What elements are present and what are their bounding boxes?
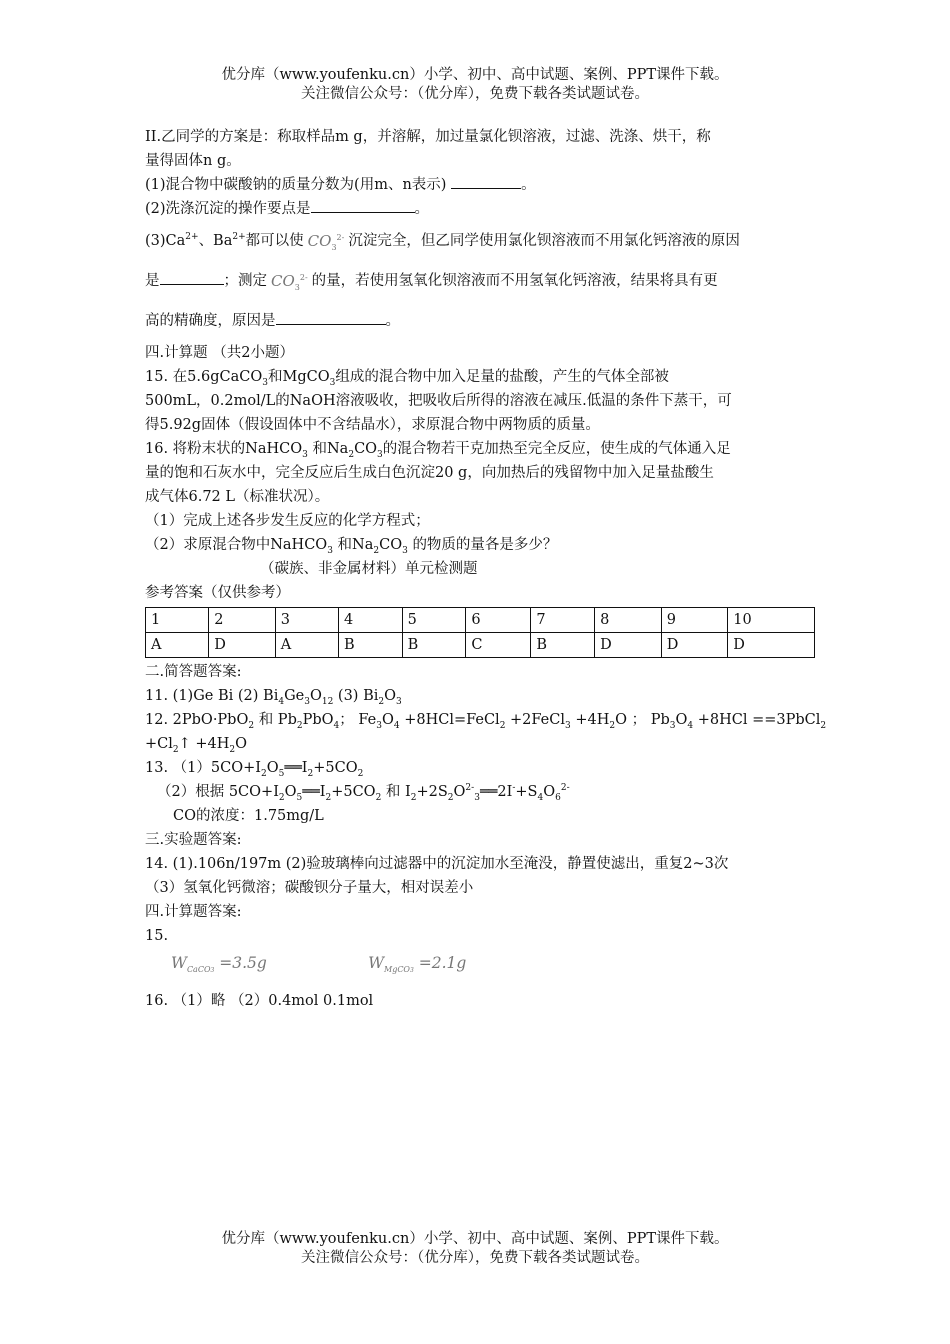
q16-2c: CO [379, 537, 403, 553]
q16-b: 和Na [312, 441, 349, 457]
a13-1d: +5CO [313, 760, 358, 776]
ion-sup-2: 2- [299, 273, 308, 282]
page-footer [0, 1230, 950, 1268]
answer-13-3: CO的浓度：1.75mg/L [173, 808, 324, 824]
a12-b: 和 Pb [254, 712, 297, 728]
q16-2d: 的物质的量各是多少？ [412, 537, 558, 553]
q15-b: 和MgCO [267, 369, 330, 385]
a13-1c: ══I [284, 760, 308, 776]
section4-title: 四.计算题 （共2小题） [145, 345, 294, 361]
part2-q3-line2 [145, 261, 815, 301]
a11-sub-3: 3 [304, 696, 310, 707]
carbonate-ion-formula-2 [271, 261, 308, 301]
part2-q1 [145, 173, 815, 197]
ion-sup: 2- [336, 233, 345, 242]
table-cell: 4 [338, 608, 402, 633]
table-cell: 2 [209, 608, 276, 633]
q3-text-h: 高的精确度，原因是 [145, 313, 276, 329]
a12-k: +8HCl ==3PbCl [693, 712, 821, 728]
q15-a: 15. 在5.6gCaCO [145, 369, 263, 385]
table-cell: 9 [661, 608, 728, 633]
a12-f: +8HCl=FeCl [399, 712, 500, 728]
page-header [0, 66, 950, 104]
q3-text-g: 的量，若使用氢氧化钡溶液而不用氢氧化钙溶液，结果将具有更 [311, 273, 718, 289]
q15-c: 组成的混合物中加入足量的盐酸，产生的气体全部被 [335, 369, 669, 385]
document-body [145, 125, 827, 1013]
table-cell: D [595, 633, 662, 658]
sec2-answer-title: 二.简答题答案: [145, 664, 242, 680]
q16-2b: 和Na [337, 537, 374, 553]
a13-2c: ══I [302, 784, 326, 800]
table-cell: D [661, 633, 728, 658]
table-cell: 10 [728, 608, 815, 633]
w-caco3-formula: $W_{CaCO3} =3.5g$ [171, 954, 267, 975]
table-cell: 1 [146, 608, 209, 633]
table-cell: A [275, 633, 338, 658]
w-caco3-sub: CaCO [186, 965, 211, 975]
a12-c: PbO [302, 712, 334, 728]
answer-14-line1: 14. (1).106n/197m (2)验玻璃棒向过滤器中的沉淀加水至淹没，静置使滤出，重复2~3次 [145, 856, 729, 872]
a12-d: ； Fe [339, 712, 377, 728]
q16-part1: （1）完成上述各步发生反应的化学方程式； [145, 513, 430, 529]
answer-table [145, 607, 815, 658]
table-cell: 6 [466, 608, 531, 633]
answer-11 [145, 684, 815, 708]
part2-intro-cont: 量得固体n g。 [145, 153, 241, 169]
answer-table-value-row [146, 633, 815, 658]
q3-text-c: 都可以使 [245, 233, 304, 249]
a13-2h: ══2I [479, 784, 513, 800]
answer-13-2: （2）根据 $5CO+I_2O_5══I_2+5CO_2$ 和 $I_2+2S_2O^{2-}_3══2I^-+S_4O_6^{2-}$ [157, 783, 570, 803]
ion-sub-2: 3 [294, 283, 300, 292]
a13-1b: O [266, 760, 279, 776]
carbonate-ion-formula [308, 221, 345, 261]
a12-l: +Cl [145, 736, 173, 752]
q16-2-sub-2: 2 [373, 545, 380, 556]
ca-charge: 2+ [185, 232, 199, 243]
a13-2d: +5CO [331, 784, 376, 800]
reference-answer-title: 参考答案（仅供参考） [145, 585, 290, 601]
w-mgco3-value: =2.1g [413, 954, 467, 972]
answer-table-header-row [146, 608, 815, 633]
q15-sub-2: 3 [329, 377, 336, 388]
footer-line-2: 关注微信公众号：（优分库），免费下载各类试题试卷。 [301, 1250, 649, 1266]
q16-2-sub-3: 3 [402, 545, 408, 556]
answer-16: 16. （1）略 （2）0.4mol 0.1mol [145, 993, 374, 1009]
q16-sub-2: 2 [348, 449, 355, 460]
a13-2i: +S [515, 784, 538, 800]
w-symbol-1: W [171, 954, 187, 972]
table-cell: 3 [275, 608, 338, 633]
header-line-1: 优分库（www.youfenku.cn）小学、初中、高中试题、案例、PPT课件下载。 [221, 67, 729, 83]
q16-sub-1: 3 [302, 449, 308, 460]
sec3-answer-title: 三.实验题答案: [145, 832, 242, 848]
a12-m: ↑ +4H [178, 736, 230, 752]
q15-sub-1: 3 [262, 377, 268, 388]
q16-a: 16. 将粉末状的NaHCO [145, 441, 303, 457]
a12-a: 12. 2PbO·PbO [145, 712, 249, 728]
w-symbol-2: W [368, 954, 384, 972]
a13-2f: +2S [416, 784, 448, 800]
ion-co-2: CO [271, 272, 295, 290]
a11-o: O [309, 688, 322, 704]
q15-line2: 500mL，0.2mol/L的NaOH溶液吸收，把吸收后所得的溶液在减压.低温的条件下蒸干，可 [145, 393, 732, 409]
w-mgco3-formula: $W_{MgCO3} =2.1g$ [368, 954, 467, 975]
q3-end: 。 [385, 313, 400, 329]
a11-sub-3b: 3 [396, 696, 402, 707]
q15-line1 [145, 365, 815, 389]
a11-sub-12: 12 [321, 696, 334, 707]
q3-ba: 、Ba [198, 233, 233, 249]
q2-text: (2)洗涤沉淀的操作要点是 [145, 201, 311, 217]
table-cell: A [146, 633, 209, 658]
q3-text-f: ；测定 [223, 273, 267, 289]
footer-line-1: 优分库（www.youfenku.cn）小学、初中、高中试题、案例、PPT课件下载。 [221, 1231, 729, 1247]
q16-c: CO [354, 441, 378, 457]
q16-sub-3: 3 [377, 449, 383, 460]
q3-answer-blank-2[interactable] [276, 309, 386, 325]
q1-text: (1)混合物中碳酸钠的质量分数为(用m、n表示) [145, 177, 447, 193]
q3-ca: (3)Ca [145, 233, 186, 249]
a12-i: O ； Pb [615, 712, 670, 728]
a13-2b: O [284, 784, 297, 800]
a11-sub-4: 4 [278, 696, 285, 707]
answer-12-line2: $+Cl_2↑ +4H_2O$ [145, 736, 248, 755]
unit-title: （碳族、非金属材料）单元检测题 [260, 561, 478, 577]
table-cell: 5 [402, 608, 466, 633]
a11-bi: (3) Bi [333, 688, 379, 704]
q16-2-sub-1: 3 [327, 545, 333, 556]
q1-end: 。 [521, 177, 536, 193]
header-line-2: 关注微信公众号：（优分库），免费下载各类试题试卷。 [301, 86, 649, 102]
part2-q3-line3 [145, 301, 815, 341]
a11-ge: Ge [284, 688, 305, 704]
q16-2a: （2）求原混合物中NaHCO [145, 537, 328, 553]
part2-q2 [145, 197, 815, 221]
q1-answer-blank[interactable] [451, 173, 521, 189]
ba-charge: 2+ [232, 232, 246, 243]
q16-line1 [145, 437, 815, 461]
a11-sub-2: 2 [378, 696, 385, 707]
a11-text: 11. (1)Ge Bi (2) Bi [145, 688, 279, 704]
answer-12-line1: 12. 2PbO·PbO$_2$ 和 $Pb_2PbO_4$； $Fe_3O_4$ +8HCl=FeCl$_2$ +2FeCl$_3$ $+4H_2O$ ； $Pb_3O_4 +8HCl$ ==3PbCl$_2$ [145, 712, 827, 731]
a11-o2: O [384, 688, 396, 704]
table-cell: B [338, 633, 402, 658]
table-cell: 7 [531, 608, 595, 633]
answer-13-1: 13. $(1)5CO+I_2O_5══I_2+5CO_2$ [145, 760, 364, 779]
q15-line3: 得5.92g固体（假设固体中不含结晶水），求原混合物中两物质的质量。 [145, 417, 600, 433]
part2-intro: II.乙同学的方案是：称取样品m g，并溶解，加过量氯化钡溶液，过滤、洗涤、烘干，称 [145, 129, 711, 145]
q3-text-e: 是 [145, 273, 160, 289]
a13-2g: O [453, 784, 466, 800]
q2-answer-blank[interactable] [311, 197, 415, 213]
part2-q3-line1 [145, 221, 815, 261]
table-cell: B [531, 633, 595, 658]
a13-2: （2）根据 5CO+I [157, 784, 279, 800]
a12-h: +4H [570, 712, 610, 728]
sec4-answer-title: 四.计算题答案: [145, 904, 242, 920]
table-cell: 8 [595, 608, 662, 633]
q16-line2: 量的饱和石灰水中，完全反应后生成白色沉淀20 g，向加热后的残留物中加入足量盐酸生 [145, 465, 714, 481]
table-cell: B [402, 633, 466, 658]
table-cell: C [466, 633, 531, 658]
answer-14-line2: （3）氢氧化钙微溶；碳酸钡分子量大，相对误差小 [145, 880, 474, 896]
q2-end: 。 [414, 201, 430, 217]
table-cell: D [209, 633, 276, 658]
q16-line3: 成气体6.72 L（标准状况）。 [145, 489, 330, 505]
a13-1: 13. （1）5CO+I [145, 760, 261, 776]
q16-d: 的混合物若干克加热至完全反应，使生成的气体通入足 [382, 441, 731, 457]
a12-g: +2FeCl [505, 712, 565, 728]
a12-j: O [675, 712, 688, 728]
answer-15-formulas [145, 948, 815, 979]
w-caco3-value: =3.5g [214, 954, 267, 972]
q16-part2 [145, 533, 815, 557]
a13-2e: 和 I [381, 784, 411, 800]
q3-text-d: 沉淀完全，但乙同学使用氯化钡溶液而不用氯化钙溶液的原因 [348, 233, 740, 249]
answer-15-label: 15. [145, 928, 169, 944]
table-cell: D [728, 633, 815, 658]
ion-co: CO [307, 232, 332, 250]
q3-answer-blank-1[interactable] [160, 269, 224, 285]
ion-sub: 3 [331, 243, 337, 252]
a12-e: O [381, 712, 394, 728]
a13-2j: O [543, 784, 556, 800]
a12-n: O [235, 736, 248, 752]
w-mgco3-sub: MgCO [384, 965, 410, 975]
